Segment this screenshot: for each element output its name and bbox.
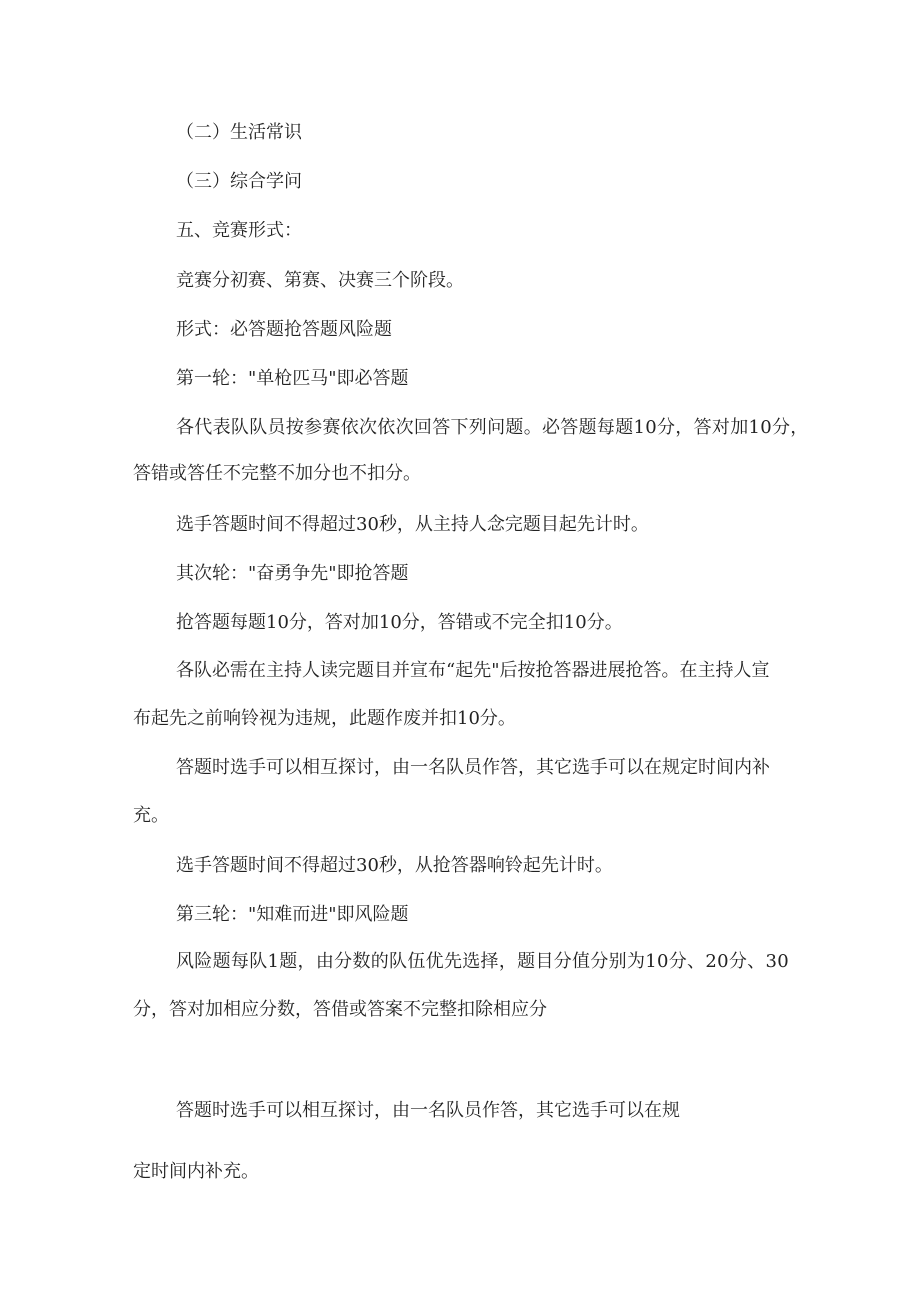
paragraph-format: 形式：必答题抢答题风险题	[176, 319, 392, 340]
closing-discussion-line-2: 定时间内补充。	[133, 1161, 259, 1182]
round-two-time-limit: 选手答题时间不得超过30秒，从抢答器响铃起先计时。	[176, 855, 613, 876]
round-one-time-limit: 选手答题时间不得超过30秒，从主持人念完题目起先计时。	[176, 514, 649, 535]
closing-discussion-line-1: 答题时选手可以相互探讨，由一名队员作答，其它选手可以在规	[176, 1100, 680, 1121]
round-two-rules-line-2: 布起先之前响铃视为违规，此题作废并扣10分。	[133, 708, 516, 729]
round-three-rules-line-2: 分，答对加相应分数，答借或答案不完整扣除相应分	[133, 999, 547, 1020]
paragraph-stages: 竞赛分初赛、第赛、决赛三个阶段。	[176, 270, 464, 291]
round-one-heading: 第一轮："单枪匹马"即必答题	[176, 368, 409, 389]
round-three-heading: 第三轮："知难而进"即风险题	[176, 904, 409, 925]
section-heading-life-knowledge: （二）生活常识	[176, 122, 302, 143]
round-one-rules-line-1: 各代表队队员按参赛依次依次回答下列问题。必答题每题10分，答对加10分，	[176, 417, 809, 438]
round-two-rules-line-1: 各队必需在主持人读完题目并宣布“起先"后按抢答器进展抢答。在主持人宣	[176, 660, 770, 681]
round-two-discussion-line-1: 答题时选手可以相互探讨，由一名队员作答，其它选手可以在规定时间内补	[176, 757, 770, 778]
section-heading-general-knowledge: （三）综合学问	[176, 171, 302, 192]
round-two-heading: 其次轮："奋勇争先"即抢答题	[176, 563, 409, 584]
round-two-scoring: 抢答题每题10分，答对加10分，答错或不完全扣10分。	[176, 612, 623, 633]
section-heading-competition-format: 五、竞赛形式：	[176, 220, 302, 241]
round-two-discussion-line-2: 充。	[133, 805, 169, 826]
round-three-rules-line-1: 风险题每队1题，由分数的队伍优先选择，题目分值分别为10分、20分、30	[176, 951, 789, 972]
round-one-rules-line-2: 答错或答任不完整不加分也不扣分。	[133, 463, 421, 484]
